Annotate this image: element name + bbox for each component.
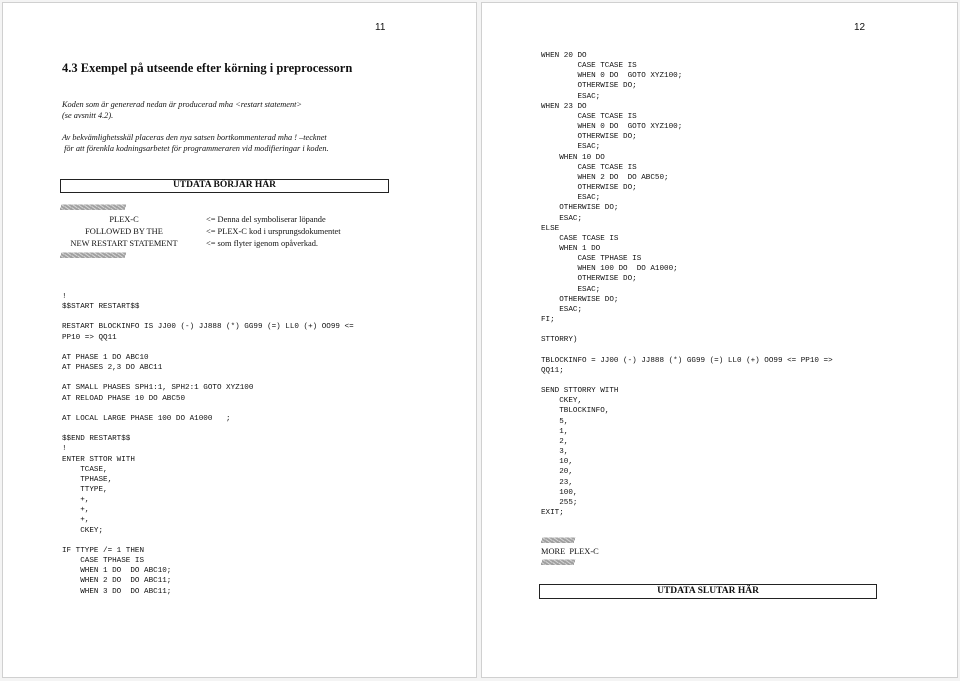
right-page [481,2,958,678]
note-line-2: för att förenkla kodningsarbetet för programmeraren vid modifieringar i koden. [62,144,329,153]
slash-divider: /////////////////////////// [541,536,575,545]
page-number: 11 [375,22,386,33]
section-heading: 4.3 Exempel på utseende efter körning i preprocessorn [62,61,353,75]
plex-marker-block [60,202,188,262]
comment-line-2: <= PLEX-C kod i ursprungsdokumentet [206,227,341,236]
marker-line-3: NEW RESTART STATEMENT [70,239,178,248]
left-page [2,2,477,678]
marker-line-2: FOLLOWED BY THE [85,227,163,236]
comment-block [206,214,341,250]
code-listing-right: WHEN 20 DO CASE TCASE IS WHEN 0 DO GOTO XYZ100; OTHERWISE DO; ESAC; WHEN 23 DO CASE TCASE IS WHEN 0 DO GOTO XYZ100; OTHERWISE DO; ESAC; WHEN 10 DO CASE TCASE IS WHEN 2 DO DO ABC50; OTHERWISE DO; ESAC; OTHERWISE DO; ESAC; ELSE CASE TCASE IS WHEN 1 DO CASE TPHASE IS WHEN 100 DO DO A1000; OTHERWISE DO; ESAC; OTHERWISE DO; ESAC; FI; STTORRY) TBLOCKINFO = JJ00 (-) JJ888 (*) GG99 (=) LL0 (+) OO99 <= PP10 => QQ11; SEND STTORRY WITH CKEY, TBLOCKINFO, 5, 1, 2, 3, 10, 20, 23, 100, 255; EXIT; [541,52,833,518]
intro-line-2: (se avsnitt 4.2). [62,111,114,120]
intro-line-1: Koden som är genererad nedan är producerad mha <restart statement> [62,100,303,109]
comment-line-3: <= som flyter igenom opåverkad. [206,239,319,248]
slash-divider: /////////////////////////// [541,558,575,567]
output-end-box: UTDATA SLUTAR HÄR [539,584,877,599]
slash-divider: ///////////////////////////////////////////////////// [60,203,126,212]
page-number: 12 [854,22,866,33]
comment-line-1: <= Denna del symboliserar löpande [206,215,326,224]
more-plex-block [541,535,633,568]
slash-divider: ///////////////////////////////////////////////////// [60,251,126,260]
more-plex-label: MORE PLEX-C [541,547,599,556]
marker-line-1: PLEX-C [109,215,139,224]
output-start-box: UTDATA BÖRJAR HÄR [60,179,389,193]
code-listing-left: ! $$START RESTART$$ RESTART BLOCKINFO IS JJ00 (-) JJ888 (*) GG99 (=) LL0 (+) OO99 <= PP10 => QQ11 AT PHASE 1 DO ABC10 AT PHASES 2,3 DO ABC11 AT SMALL PHASES SPH1:1, SPH2:1 GOTO XYZ100 AT RELOAD PHASE 10 DO ABC50 AT LOCAL LARGE PHASE 100 DO A1000 ; $$END RESTART$$ ! ENTER STTOR WITH TCASE, TPHASE, TTYPE, +, +, +, CKEY; IF TTYPE /= 1 THEN CASE TPHASE IS WHEN 1 DO DO ABC10; WHEN 2 DO DO ABC11; WHEN 3 DO DO ABC11; [62,293,354,596]
note-line-1: Av bekvämlighetsskäl placeras den nya satsen bortkommenterad mha ! –tecknet [62,133,327,142]
